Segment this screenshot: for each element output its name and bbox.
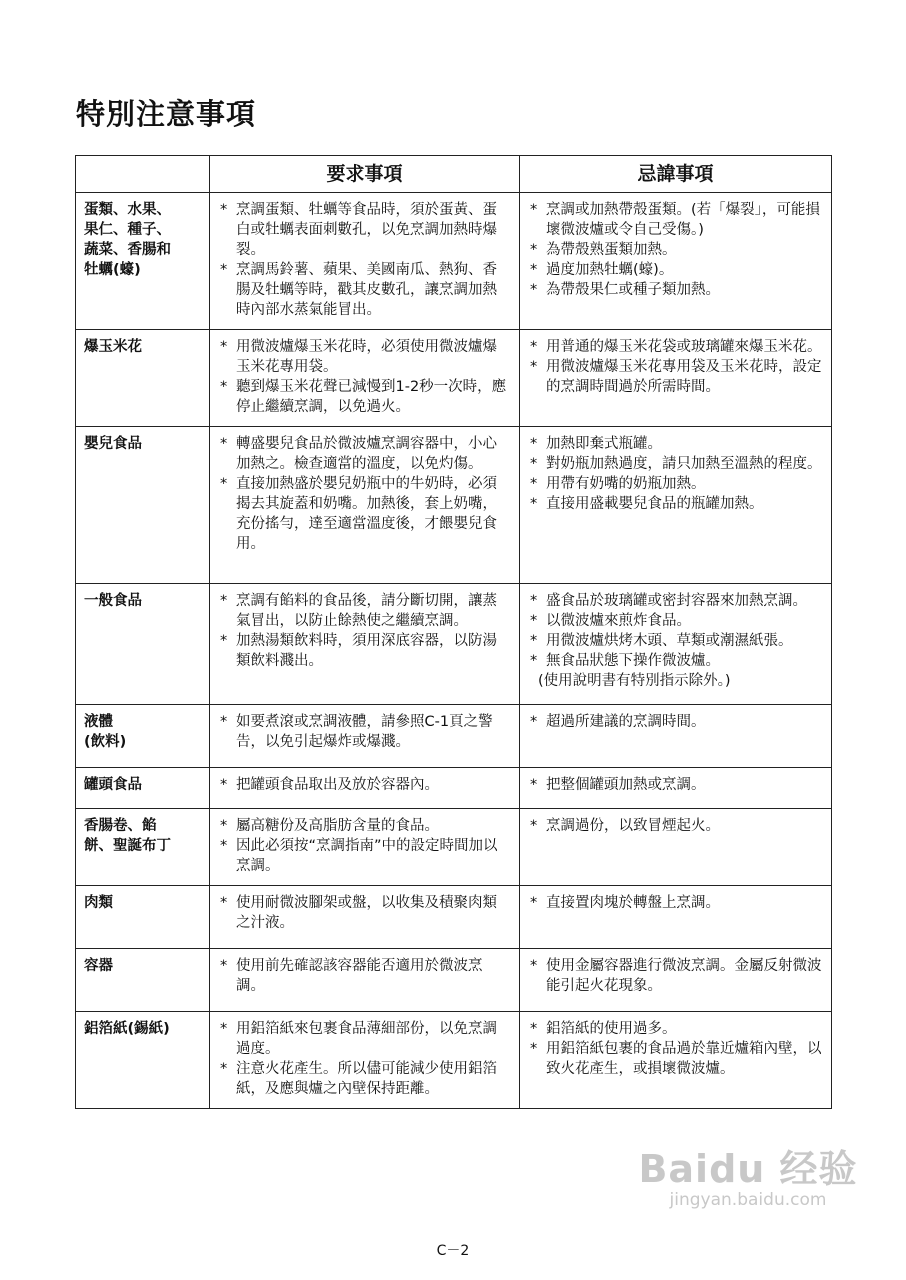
table-row: [76, 949, 832, 1012]
list-item: * 對奶瓶加熱過度，請只加熱至溫熱的程度。: [528, 454, 823, 474]
list-item: * 過度加熱牡蠣(蠔)。: [528, 260, 823, 280]
avoid-list: [528, 893, 823, 913]
list-item: * 直接加熱盛於嬰兒奶瓶中的牛奶時，必須揭去其旋蓋和奶嘴。加熱後，套上奶嘴，充份搖勻，達至適當溫度後，才餵嬰兒食用。: [218, 474, 511, 554]
list-item: * 使用耐微波腳架或盤，以收集及積聚肉類之汁液。: [218, 893, 511, 933]
avoid-list: [528, 956, 823, 996]
required-list: [218, 956, 511, 996]
required-cell: [210, 584, 520, 705]
avoid-list: [528, 1019, 823, 1079]
list-item: * 屬高糖份及高脂肪含量的食品。: [218, 816, 511, 836]
header-required: 要求事項: [210, 156, 520, 193]
list-item: * 烹調馬鈴薯、蘋果、美國南瓜、熱狗、香腸及牡蠣等時，戳其皮數孔，讓烹調加熱時內部水蒸氣能冒出。: [218, 260, 511, 320]
required-cell: [210, 886, 520, 949]
list-item: * 用微波爐爆玉米花專用袋及玉米花時，設定的烹調時間過於所需時間。: [528, 357, 823, 397]
baidu-watermark: [638, 1148, 858, 1210]
avoid-cell: [520, 949, 832, 1012]
avoid-cell: [520, 427, 832, 584]
required-cell: [210, 809, 520, 886]
avoid-list: [528, 816, 823, 836]
list-item: * 直接置肉塊於轉盤上烹調。: [528, 893, 823, 913]
watermark-url: jingyan.baidu.com: [669, 1190, 827, 1210]
category-cell: 蛋類、水果、 果仁、種子、 蔬菜、香腸和 牡蠣(蠔): [76, 193, 210, 330]
table-row: [76, 584, 832, 705]
list-item: * 用帶有奶嘴的奶瓶加熱。: [528, 474, 823, 494]
required-list: [218, 1019, 511, 1099]
category-cell: 香腸卷、餡 餅、聖誕布丁: [76, 809, 210, 886]
list-item: * 烹調或加熱帶殼蛋類。(若「爆裂」，可能損壞微波爐或令自己受傷。): [528, 200, 823, 240]
header-empty: [76, 156, 210, 193]
category-cell: 嬰兒食品: [76, 427, 210, 584]
table-row: [76, 427, 832, 584]
table-row: [76, 768, 832, 809]
required-cell: [210, 1012, 520, 1109]
avoid-list: [528, 591, 823, 671]
required-cell: [210, 949, 520, 1012]
avoid-list: [528, 337, 823, 397]
avoid-list: [528, 200, 823, 300]
category-cell: 容器: [76, 949, 210, 1012]
list-item: * 鋁箔紙的使用過多。: [528, 1019, 823, 1039]
table-row: [76, 705, 832, 768]
avoid-cell: [520, 1012, 832, 1109]
required-cell: [210, 427, 520, 584]
required-list: [218, 434, 511, 554]
avoid-cell: [520, 193, 832, 330]
required-list: [218, 591, 511, 671]
avoid-list: [528, 434, 823, 514]
list-item: * 加熱湯類飲料時，須用深底容器，以防湯類飲料濺出。: [218, 631, 511, 671]
list-item: * 以微波爐來煎炸食品。: [528, 611, 823, 631]
list-item: * 如要煮滾或烹調液體，請參照C-1頁之警告，以免引起爆炸或爆濺。: [218, 712, 511, 752]
list-item: * 用鋁箔紙包裹的食品過於靠近爐箱內壁，以致火花產生，或損壞微波爐。: [528, 1039, 823, 1079]
list-item: * 無食品狀態下操作微波爐。: [528, 651, 823, 671]
table-row: [76, 809, 832, 886]
list-item: * 把罐頭食品取出及放於容器內。: [218, 775, 511, 795]
table-row: [76, 886, 832, 949]
table-row: [76, 193, 832, 330]
list-item: * 直接用盛載嬰兒食品的瓶罐加熱。: [528, 494, 823, 514]
list-item: * 注意火花產生。所以儘可能減少使用鋁箔紙，及應與爐之內壁保持距離。: [218, 1059, 511, 1099]
list-item: * 盛食品於玻璃罐或密封容器來加熱烹調。: [528, 591, 823, 611]
list-item: * 用鋁箔紙來包裹食品薄細部份，以免烹調過度。: [218, 1019, 511, 1059]
category-cell: 液體 (飲料): [76, 705, 210, 768]
avoid-cell: [520, 584, 832, 705]
list-item: * 為帶殼果仁或種子類加熱。: [528, 280, 823, 300]
list-item: * 使用前先確認該容器能否適用於微波烹調。: [218, 956, 511, 996]
watermark-logo: Baidu 经验: [638, 1147, 858, 1191]
list-item: * 烹調過份，以致冒煙起火。: [528, 816, 823, 836]
required-cell: [210, 768, 520, 809]
required-list: [218, 816, 511, 876]
avoid-note: (使用說明書有特別指示除外。): [538, 673, 731, 689]
page-title: 特別注意事項: [76, 97, 257, 131]
list-item: * 聽到爆玉米花聲已減慢到1-2秒一次時，應停止繼續烹調，以免過火。: [218, 377, 511, 417]
list-item: * 因此必須按“烹調指南”中的設定時間加以烹調。: [218, 836, 511, 876]
category-cell: 一般食品: [76, 584, 210, 705]
page-number: C－2: [436, 1243, 470, 1259]
avoid-list: [528, 712, 823, 732]
list-item: * 超過所建議的烹調時間。: [528, 712, 823, 732]
avoid-cell: [520, 330, 832, 427]
required-list: [218, 712, 511, 752]
table-header-row: [76, 156, 832, 193]
list-item: * 烹調蛋類、牡蠣等食品時，須於蛋黃、蛋白或牡蠣表面刺數孔，以免烹調加熱時爆裂。: [218, 200, 511, 260]
avoid-cell: [520, 705, 832, 768]
list-item: * 加熱即棄式瓶罐。: [528, 434, 823, 454]
list-item: * 用普通的爆玉米花袋或玻璃罐來爆玉米花。: [528, 337, 823, 357]
avoid-cell: [520, 768, 832, 809]
required-cell: [210, 330, 520, 427]
required-list: [218, 200, 511, 320]
avoid-cell: [520, 809, 832, 886]
category-cell: 爆玉米花: [76, 330, 210, 427]
avoid-list: [528, 775, 823, 795]
table-row: [76, 330, 832, 427]
avoid-cell: [520, 886, 832, 949]
precautions-table: [75, 155, 832, 1109]
list-item: * 把整個罐頭加熱或烹調。: [528, 775, 823, 795]
required-list: [218, 775, 511, 795]
list-item: * 用微波爐烘烤木頭、草類或潮濕紙張。: [528, 631, 823, 651]
required-list: [218, 893, 511, 933]
list-item: * 轉盛嬰兒食品於微波爐烹調容器中，小心加熱之。檢查適當的溫度，以免灼傷。: [218, 434, 511, 474]
required-cell: [210, 193, 520, 330]
required-cell: [210, 705, 520, 768]
table-row: [76, 1012, 832, 1109]
list-item: * 為帶殼熟蛋類加熱。: [528, 240, 823, 260]
category-cell: 罐頭食品: [76, 768, 210, 809]
list-item: * 烹調有餡料的食品後，請分斷切開，讓蒸氣冒出，以防止餘熱使之繼續烹調。: [218, 591, 511, 631]
category-cell: 鋁箔紙(錫紙): [76, 1012, 210, 1109]
required-list: [218, 337, 511, 417]
list-item: * 使用金屬容器進行微波烹調。金屬反射微波能引起火花現象。: [528, 956, 823, 996]
list-item: * 用微波爐爆玉米花時，必須使用微波爐爆玉米花專用袋。: [218, 337, 511, 377]
header-avoid: 忌諱事項: [520, 156, 832, 193]
category-cell: 肉類: [76, 886, 210, 949]
